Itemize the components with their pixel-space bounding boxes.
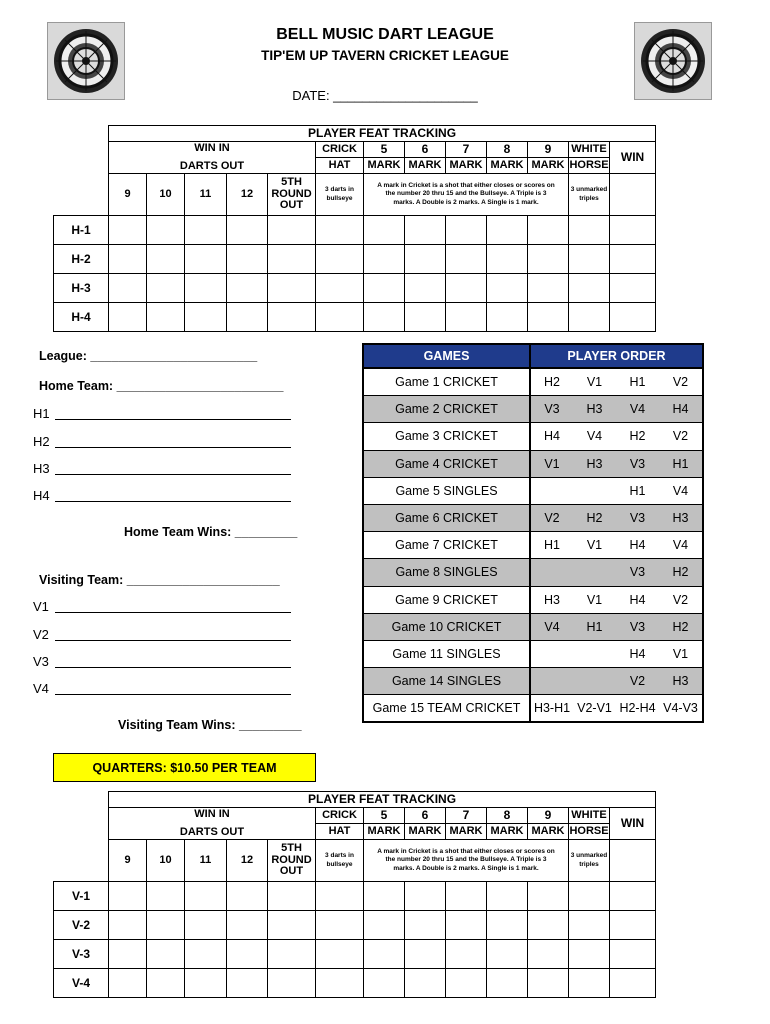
player-order: H4 xyxy=(616,586,659,613)
game-name: Game 7 CRICKET xyxy=(363,532,530,559)
fifth-round-3: OUT xyxy=(279,199,304,212)
player-order: H2 xyxy=(659,613,703,640)
mark-8-num: 8 xyxy=(487,142,528,158)
table-row xyxy=(54,245,656,274)
game-row xyxy=(363,504,703,531)
mark-desc-3: marks. A Double is 2 marks. A Single is 1 mark. xyxy=(393,864,539,872)
mark-7-num: 7 xyxy=(446,142,487,158)
hat-label: HAT xyxy=(316,158,364,174)
mark-word: MARK xyxy=(528,824,569,840)
home-player-1-input[interactable] xyxy=(55,419,291,420)
visit-player-1-label: V1 xyxy=(33,599,49,614)
row-label: V-1 xyxy=(54,882,109,911)
home-player-2-input[interactable] xyxy=(55,447,291,448)
win-label: WIN xyxy=(610,142,656,174)
horse-desc-1: 3 unmarked xyxy=(570,852,608,860)
player-order: V4-V3 xyxy=(659,695,703,723)
horse-label: HORSE xyxy=(569,158,610,174)
player-order xyxy=(573,668,616,695)
table-row xyxy=(54,303,656,332)
home-player-3-input[interactable] xyxy=(55,474,291,475)
league-subtitle: TIP'EM UP TAVERN CRICKET LEAGUE xyxy=(261,48,509,63)
player-order: V2 xyxy=(616,668,659,695)
player-order: V1 xyxy=(573,532,616,559)
game-row xyxy=(363,559,703,586)
player-order: V1 xyxy=(573,368,616,396)
white-label: WHITE xyxy=(569,808,610,824)
darts-out-label: DARTS OUT xyxy=(179,825,245,838)
player-order: V1 xyxy=(530,450,573,477)
horse-desc-2: triples xyxy=(579,194,599,202)
game-row xyxy=(363,368,703,396)
game-name: Game 1 CRICKET xyxy=(363,368,530,396)
win-label: WIN xyxy=(610,808,656,840)
player-order: H1 xyxy=(616,368,659,396)
player-order: V2 xyxy=(659,368,703,396)
league-title: BELL MUSIC DART LEAGUE xyxy=(276,26,494,43)
mark-7-num: 7 xyxy=(446,808,487,824)
player-order: H1 xyxy=(659,450,703,477)
visit-player-2-label: V2 xyxy=(33,627,49,642)
game-row xyxy=(363,613,703,640)
player-order: H2 xyxy=(616,423,659,450)
mark-9-num: 9 xyxy=(528,808,569,824)
home-feat-table xyxy=(53,125,656,332)
game-row xyxy=(363,477,703,504)
player-order: H2 xyxy=(530,368,573,396)
table-row xyxy=(54,911,656,940)
player-order xyxy=(573,559,616,586)
home-team-wins-field[interactable]: Home Team Wins: _________ xyxy=(124,525,298,539)
player-order: H3 xyxy=(573,450,616,477)
player-order: V3 xyxy=(616,504,659,531)
row-label: H-3 xyxy=(54,274,109,303)
player-order: V4 xyxy=(659,532,703,559)
fifth-round-2: ROUND xyxy=(271,187,312,200)
hat-desc-1: 3 darts in xyxy=(325,186,354,194)
home-team-field[interactable]: Home Team: ________________________ xyxy=(39,379,284,393)
visiting-feat-table xyxy=(53,791,656,998)
horse-desc-2: triples xyxy=(579,860,599,868)
feat-title: PLAYER FEAT TRACKING xyxy=(109,126,656,142)
fifth-round-1: 5TH xyxy=(281,842,302,855)
win-in-label: WIN IN xyxy=(194,141,230,154)
mark-desc-2: the number 20 thru 15 and the Bullseye. A Triple is 3 xyxy=(385,856,547,864)
player-order: V1 xyxy=(659,640,703,667)
player-order xyxy=(573,640,616,667)
mark-word: MARK xyxy=(487,824,528,840)
darts-10: 10 xyxy=(147,840,185,882)
player-order: H2 xyxy=(573,504,616,531)
visit-player-3-label: V3 xyxy=(33,654,49,669)
player-order: V4 xyxy=(573,423,616,450)
mark-desc-1: A mark in Cricket is a shot that either closes or scores on xyxy=(377,182,555,190)
row-label: V-4 xyxy=(54,969,109,998)
row-label: V-3 xyxy=(54,940,109,969)
darts-12: 12 xyxy=(227,840,268,882)
win-in-label: WIN IN xyxy=(194,807,230,820)
mark-desc-1: A mark in Cricket is a shot that either closes or scores on xyxy=(377,848,555,856)
game-row xyxy=(363,586,703,613)
player-order: H2 xyxy=(659,559,703,586)
row-label: H-2 xyxy=(54,245,109,274)
game-row xyxy=(363,450,703,477)
mark-desc-3: marks. A Double is 2 marks. A Single is 1 mark. xyxy=(393,198,539,206)
player-order: V1 xyxy=(573,586,616,613)
visit-player-3-input[interactable] xyxy=(55,667,291,668)
horse-label: HORSE xyxy=(569,824,610,840)
hat-label: HAT xyxy=(316,824,364,840)
player-order xyxy=(573,477,616,504)
player-order: V4 xyxy=(530,613,573,640)
player-order xyxy=(530,668,573,695)
game-name: Game 9 CRICKET xyxy=(363,586,530,613)
player-order: H1 xyxy=(616,477,659,504)
quarters-banner: QUARTERS: $10.50 PER TEAM xyxy=(53,753,316,782)
table-row xyxy=(54,274,656,303)
player-order xyxy=(530,477,573,504)
player-order: H3 xyxy=(530,586,573,613)
game-row xyxy=(363,668,703,695)
mark-word: MARK xyxy=(405,158,446,174)
player-order: H4 xyxy=(659,396,703,423)
white-label: WHITE xyxy=(569,142,610,158)
mark-word: MARK xyxy=(446,824,487,840)
player-order: H1 xyxy=(530,532,573,559)
visiting-team-field[interactable]: Visiting Team: ______________________ xyxy=(39,573,280,587)
horse-desc-1: 3 unmarked xyxy=(570,186,608,194)
table-row xyxy=(54,969,656,998)
row-label: H-1 xyxy=(54,216,109,245)
home-player-1-label: H1 xyxy=(33,406,50,421)
game-name: Game 6 CRICKET xyxy=(363,504,530,531)
mark-word: MARK xyxy=(446,158,487,174)
home-player-4-input[interactable] xyxy=(55,501,291,502)
darts-11: 11 xyxy=(185,174,227,216)
crick-label: CRICK xyxy=(316,808,364,824)
player-order: H4 xyxy=(530,423,573,450)
player-order: V3 xyxy=(530,396,573,423)
player-order: V4 xyxy=(659,477,703,504)
game-row xyxy=(363,640,703,667)
visiting-team-wins-field[interactable]: Visiting Team Wins: _________ xyxy=(118,718,302,732)
visit-player-2-input[interactable] xyxy=(55,640,291,641)
game-row xyxy=(363,396,703,423)
game-row xyxy=(363,423,703,450)
mark-5-num: 5 xyxy=(364,808,405,824)
hat-desc-1: 3 darts in xyxy=(325,852,354,860)
game-name: Game 2 CRICKET xyxy=(363,396,530,423)
hat-desc-2: bullseye xyxy=(326,860,353,868)
player-order: V2 xyxy=(659,423,703,450)
player-order: V3 xyxy=(616,450,659,477)
game-row xyxy=(363,532,703,559)
games-header: GAMES xyxy=(363,344,530,368)
game-name: Game 4 CRICKET xyxy=(363,450,530,477)
player-order: H4 xyxy=(616,532,659,559)
home-player-3-label: H3 xyxy=(33,461,50,476)
fifth-round-3: OUT xyxy=(279,865,304,878)
mark-6-num: 6 xyxy=(405,142,446,158)
game-name: Game 14 SINGLES xyxy=(363,668,530,695)
player-order-header: PLAYER ORDER xyxy=(530,344,703,368)
table-row xyxy=(54,940,656,969)
mark-word: MARK xyxy=(364,824,405,840)
player-order: V2 xyxy=(530,504,573,531)
visit-player-4-input[interactable] xyxy=(55,694,291,695)
player-order: H3 xyxy=(659,504,703,531)
game-row xyxy=(363,695,703,723)
player-order: V4 xyxy=(616,396,659,423)
player-order: V3 xyxy=(616,613,659,640)
home-player-4-label: H4 xyxy=(33,488,50,503)
feat-title: PLAYER FEAT TRACKING xyxy=(109,792,656,808)
mark-word: MARK xyxy=(405,824,446,840)
darts-9: 9 xyxy=(109,174,147,216)
mark-word: MARK xyxy=(364,158,405,174)
player-order: V2-V1 xyxy=(573,695,616,723)
row-label: V-2 xyxy=(54,911,109,940)
fifth-round-1: 5TH xyxy=(281,176,302,189)
visit-player-1-input[interactable] xyxy=(55,612,291,613)
mark-6-num: 6 xyxy=(405,808,446,824)
game-name: Game 10 CRICKET xyxy=(363,613,530,640)
table-row xyxy=(54,882,656,911)
hat-desc-2: bullseye xyxy=(326,194,353,202)
game-name: Game 3 CRICKET xyxy=(363,423,530,450)
player-order: H3-H1 xyxy=(530,695,573,723)
player-order: H3 xyxy=(659,668,703,695)
mark-9-num: 9 xyxy=(528,142,569,158)
game-name: Game 5 SINGLES xyxy=(363,477,530,504)
table-row xyxy=(54,216,656,245)
game-name: Game 15 TEAM CRICKET xyxy=(363,695,530,723)
player-order: V3 xyxy=(616,559,659,586)
darts-12: 12 xyxy=(227,174,268,216)
mark-word: MARK xyxy=(528,158,569,174)
visit-player-4-label: V4 xyxy=(33,681,49,696)
home-player-2-label: H2 xyxy=(33,434,50,449)
player-order: H4 xyxy=(616,640,659,667)
player-order: H1 xyxy=(573,613,616,640)
player-order xyxy=(530,559,573,586)
mark-word: MARK xyxy=(487,158,528,174)
date-field[interactable]: DATE: ____________________ xyxy=(292,88,478,103)
darts-9: 9 xyxy=(109,840,147,882)
player-order xyxy=(530,640,573,667)
darts-11: 11 xyxy=(185,840,227,882)
mark-8-num: 8 xyxy=(487,808,528,824)
game-name: Game 8 SINGLES xyxy=(363,559,530,586)
darts-10: 10 xyxy=(147,174,185,216)
crick-label: CRICK xyxy=(316,142,364,158)
league-field[interactable]: League: ________________________ xyxy=(39,349,258,363)
game-name: Game 11 SINGLES xyxy=(363,640,530,667)
mark-desc-2: the number 20 thru 15 and the Bullseye. A Triple is 3 xyxy=(385,190,547,198)
games-table xyxy=(362,343,704,723)
fifth-round-2: ROUND xyxy=(271,853,312,866)
player-order: V2 xyxy=(659,586,703,613)
mark-5-num: 5 xyxy=(364,142,405,158)
player-order: H2-H4 xyxy=(616,695,659,723)
darts-out-label: DARTS OUT xyxy=(179,159,245,172)
row-label: H-4 xyxy=(54,303,109,332)
player-order: H3 xyxy=(573,396,616,423)
